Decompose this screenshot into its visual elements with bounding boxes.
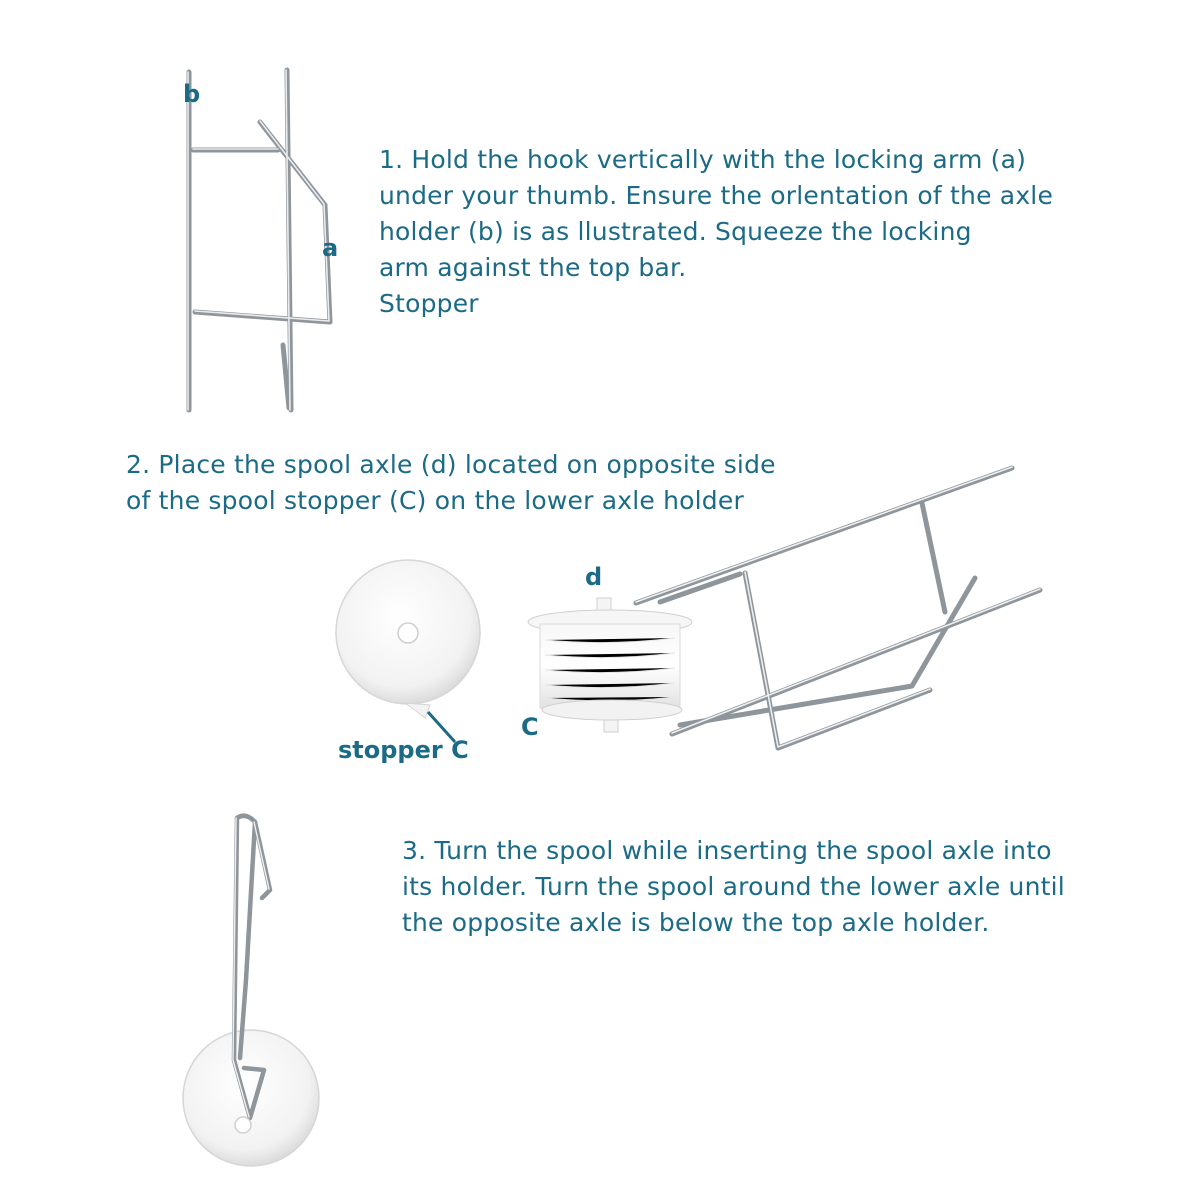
hook-with-spool-figure	[183, 816, 319, 1166]
label-d: d	[585, 563, 603, 591]
label-stopper-c: stopper C	[338, 736, 469, 764]
step2-line: 2. Place the spool axle (d) located on opposite side	[126, 450, 776, 479]
step3-line: 3. Turn the spool while inserting the spool axle into	[402, 836, 1052, 865]
spool-figure	[528, 598, 692, 732]
step1-line: Stopper	[379, 289, 479, 318]
hook-vertical-figure	[188, 70, 330, 410]
step2-line: of the spool stopper (C) on the lower axle holder	[126, 486, 744, 515]
step1-instructions	[379, 142, 1053, 322]
step1-line: 1. Hold the hook vertically with the locking arm (a)	[379, 145, 1027, 174]
stopper-disc-figure	[336, 560, 480, 742]
step2-instructions	[126, 447, 776, 519]
label-a: a	[322, 234, 339, 262]
step3-instructions	[402, 833, 1065, 941]
step3-line: its holder. Turn the spool around the lower axle until	[402, 872, 1065, 901]
label-b: b	[183, 80, 201, 108]
step1-line: under your thumb. Ensure the orlentation of the axle	[379, 181, 1054, 210]
step3-line: the opposite axle is below the top axle holder.	[402, 908, 990, 937]
step1-line: holder (b) is as llustrated. Squeeze the locking	[379, 217, 972, 246]
step1-line: arm against the top bar.	[379, 253, 687, 282]
label-c: C	[521, 713, 539, 741]
